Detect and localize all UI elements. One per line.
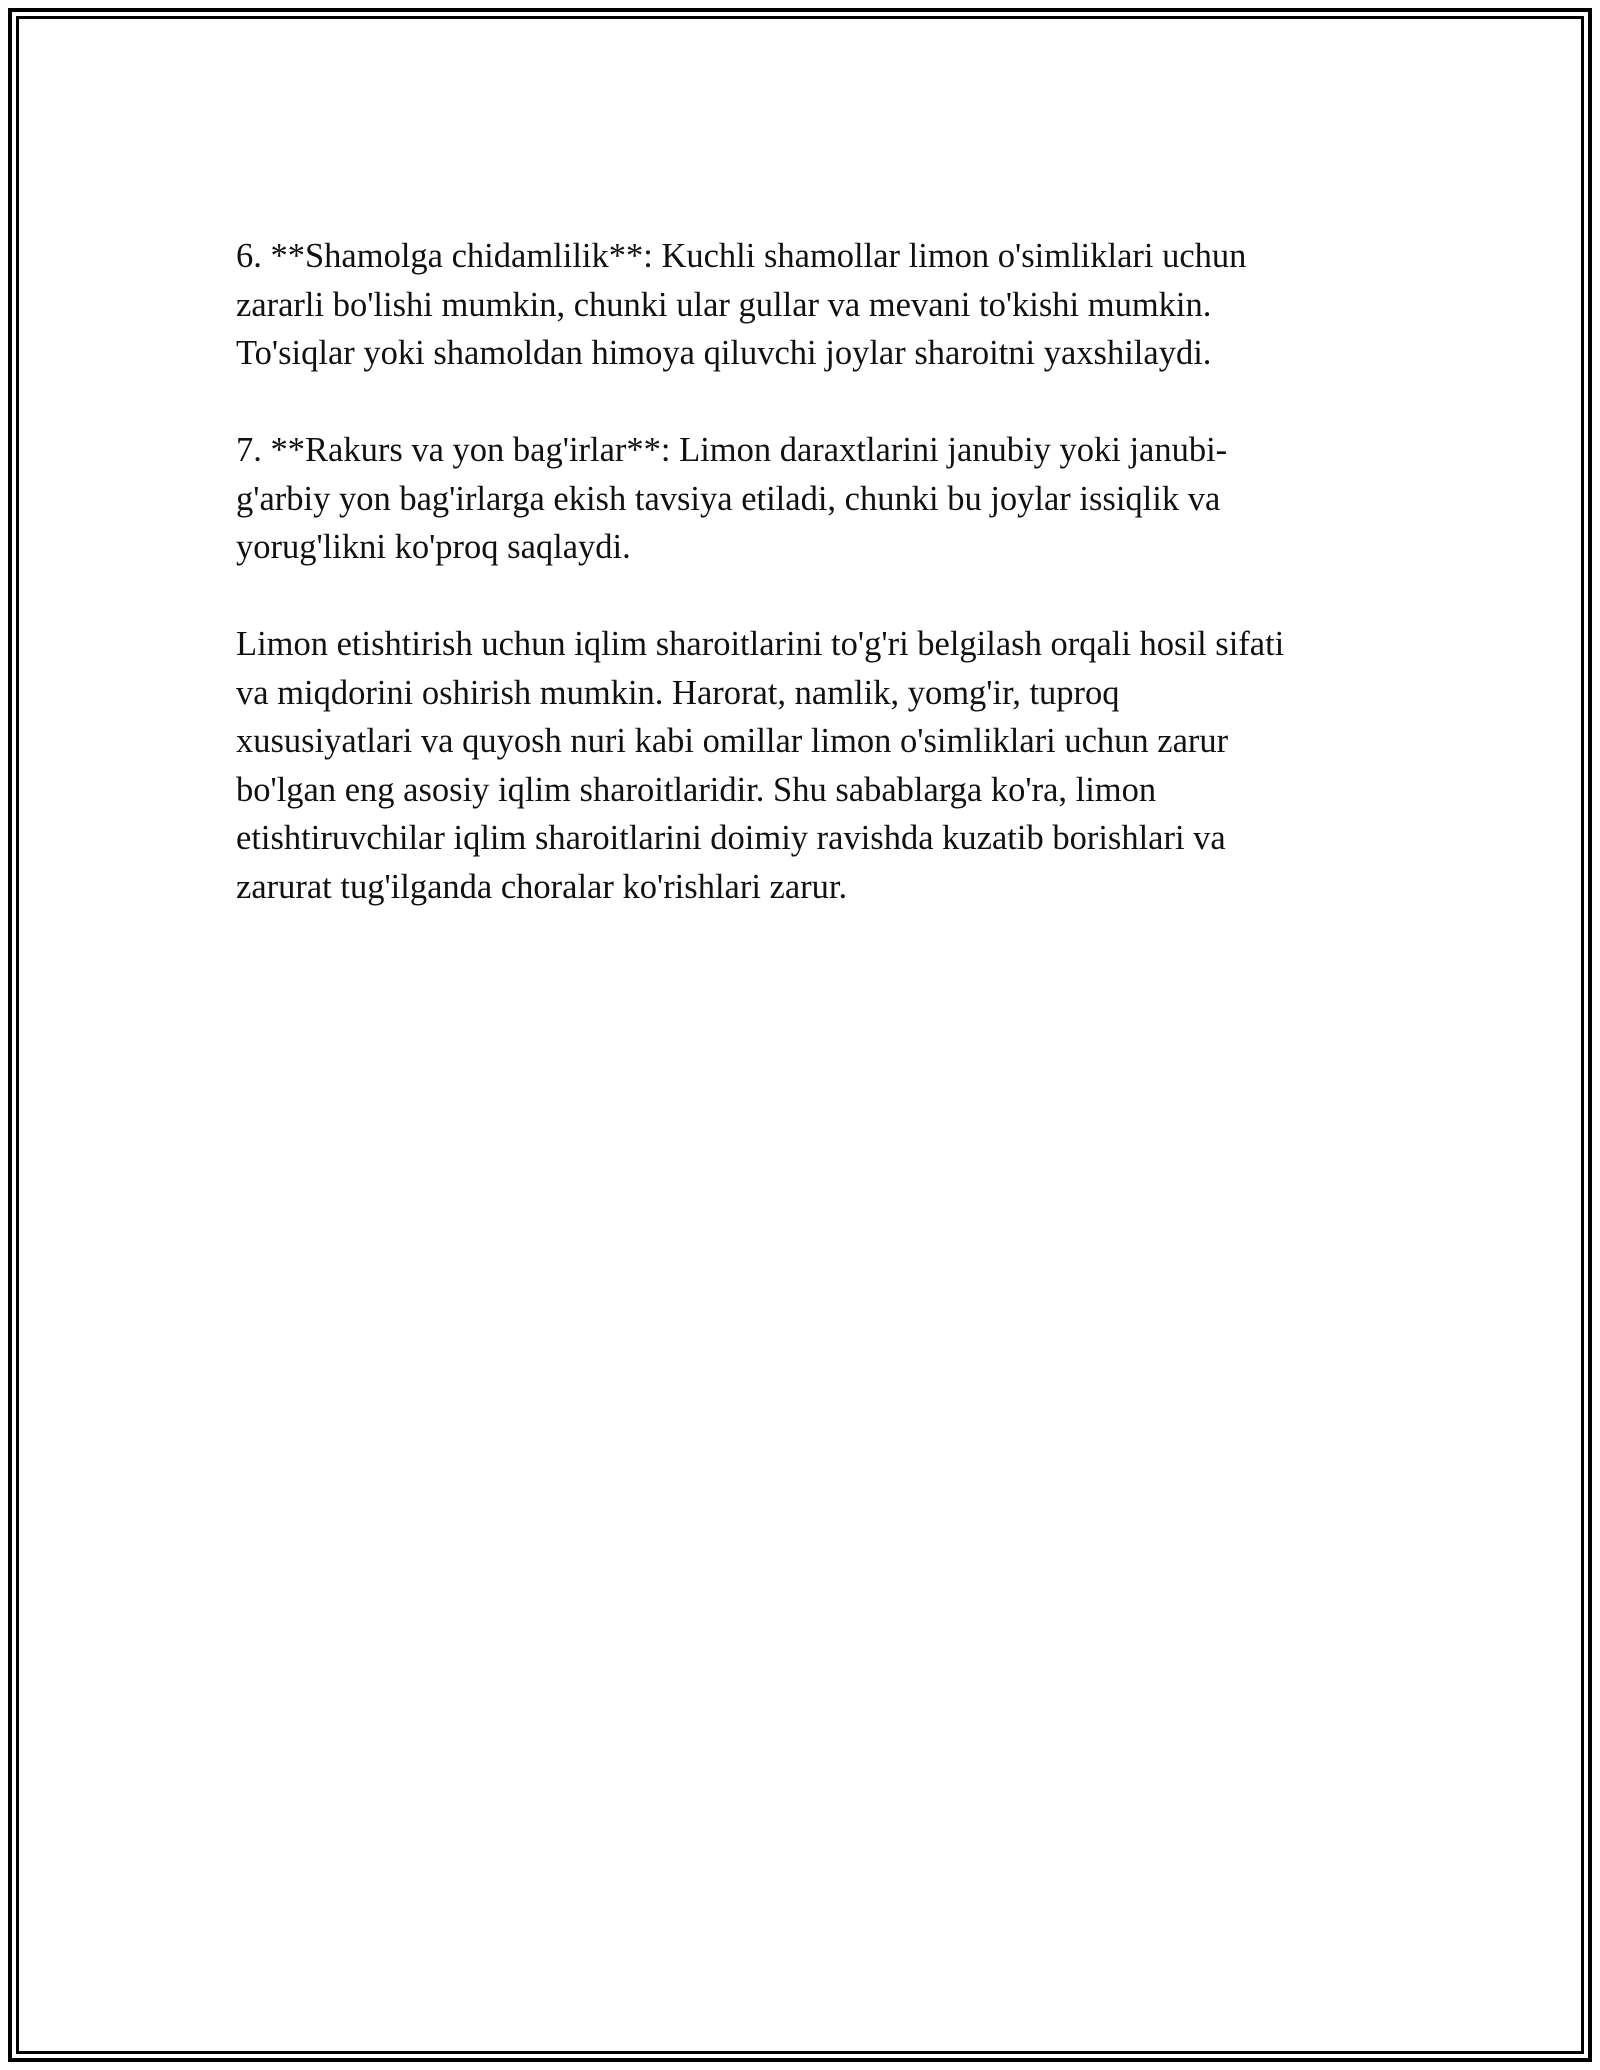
text-line: xususiyatlari va quyosh nuri kabi omillar limon o'simliklari uchun zarur	[236, 722, 1229, 760]
paragraph-conclusion	[236, 620, 1356, 911]
text-line: etishtiruvchilar iqlim sharoitlarini doimiy ravishda kuzatib borishlari va	[236, 819, 1226, 857]
text-line: yorug'likni ko'proq saqlaydi.	[236, 528, 631, 566]
text-line: Limon etishtirish uchun iqlim sharoitlarini to'g'ri belgilash orqali hosil sifati	[236, 625, 1285, 663]
text-line: 7. **Rakurs va yon bag'irlar**: Limon daraxtlarini janubiy yoki janubi-	[236, 431, 1228, 469]
paragraph-wind-resistance	[236, 232, 1356, 378]
text-line: va miqdorini oshirish mumkin. Harorat, namlik, yomg'ir, tuproq	[236, 673, 1120, 712]
text-line: zarurat tug'ilganda choralar ko'rishlari zarur.	[236, 867, 848, 906]
paragraph-slopes	[236, 426, 1356, 572]
text-line: zararli bo'lishi mumkin, chunki ular gullar va mevani to'kishi mumkin.	[236, 285, 1212, 324]
text-line: 6. **Shamolga chidamlilik**: Kuchli shamollar limon o'simliklari uchun	[236, 237, 1247, 275]
text-line: To'siqlar yoki shamoldan himoya qiluvchi joylar sharoitni yaxshilaydi.	[236, 334, 1212, 372]
text-line: bo'lgan eng asosiy iqlim sharoitlaridir. Shu sabablarga ko'ra, limon	[236, 770, 1157, 809]
document-body	[236, 232, 1356, 960]
text-line: g'arbiy yon bag'irlarga ekish tavsiya etiladi, chunki bu joylar issiqlik va	[236, 479, 1221, 518]
